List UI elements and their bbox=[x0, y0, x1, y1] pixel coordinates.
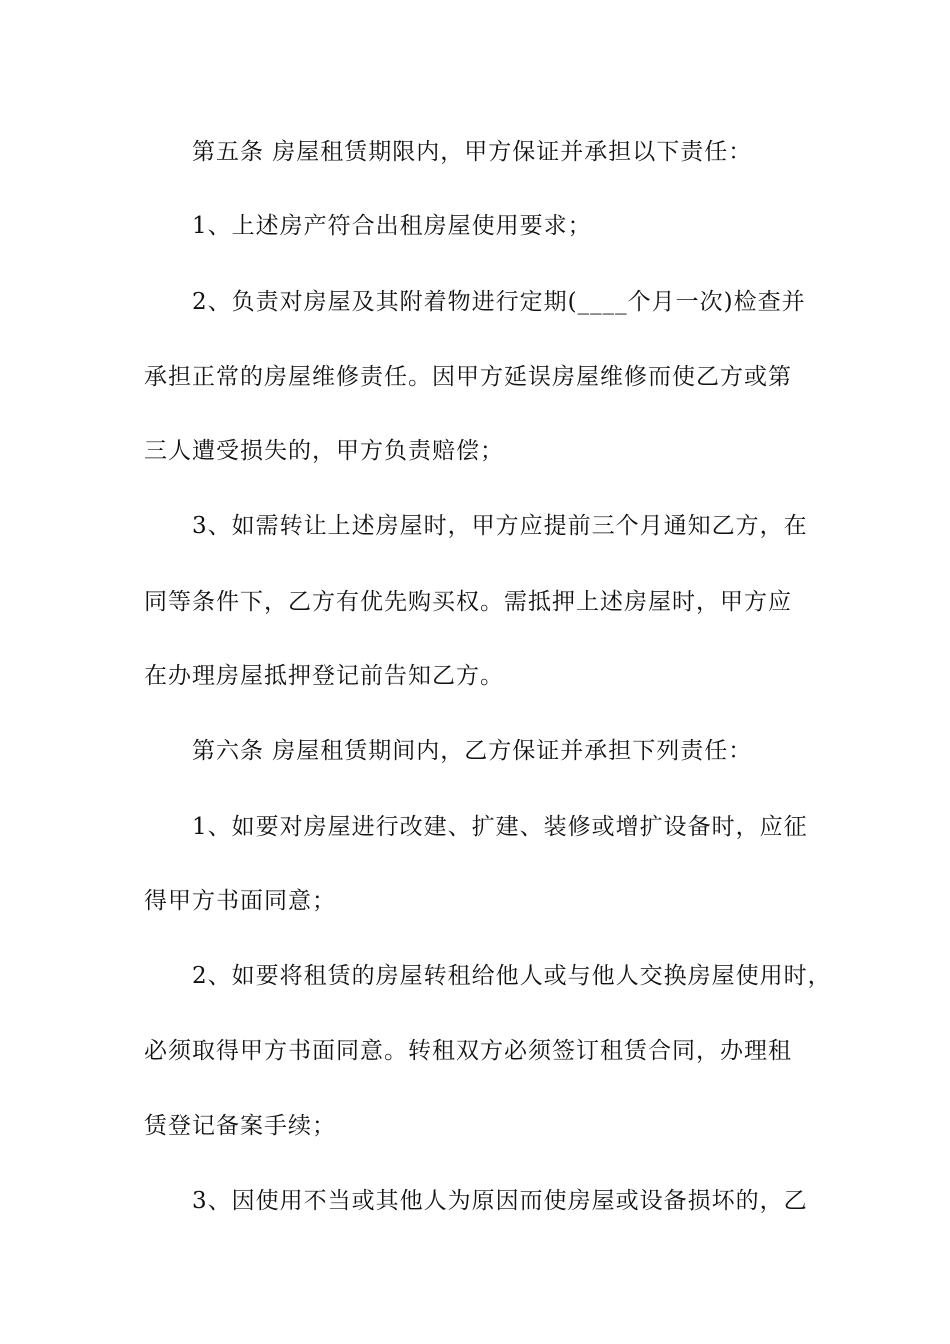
article-6-item-2-line-1: 2、如要将租赁的房屋转租给他人或与他人交换房屋使用时， bbox=[192, 963, 832, 989]
article-6-item-1-line-2: 得甲方书面同意； bbox=[144, 888, 336, 914]
article-5-item-3-line-3: 在办理房屋抵押登记前告知乙方。 bbox=[144, 663, 504, 689]
article-5-item-2-line-1: 2、负责对房屋及其附着物进行定期(____个月一次)检查并 bbox=[192, 289, 806, 315]
article-6-item-3-line-1: 3、因使用不当或其他人为原因而使房屋或设备损坏的，乙 bbox=[192, 1188, 808, 1214]
article-5-heading: 第五条 房屋租赁期限内，甲方保证并承担以下责任： bbox=[192, 139, 753, 165]
article-6-item-2-line-2: 必须取得甲方书面同意。转租双方必须签订租赁合同，办理租 bbox=[144, 1038, 792, 1064]
article-6-heading: 第六条 房屋租赁期间内，乙方保证并承担下列责任： bbox=[192, 738, 753, 764]
article-5-item-2-line-2: 承担正常的房屋维修责任。因甲方延误房屋维修而使乙方或第 bbox=[144, 364, 792, 390]
article-5-item-2-line-3: 三人遭受损失的，甲方负责赔偿； bbox=[144, 438, 504, 464]
article-5-item-1: 1、上述房产符合出租房屋使用要求； bbox=[192, 213, 592, 239]
article-5-item-3-line-2: 同等条件下，乙方有优先购买权。需抵押上述房屋时，甲方应 bbox=[144, 589, 792, 615]
article-5-item-3-line-1: 3、如需转让上述房屋时，甲方应提前三个月通知乙方，在 bbox=[192, 513, 808, 539]
article-6-item-2-line-3: 赁登记备案手续； bbox=[144, 1113, 336, 1139]
article-6-item-1-line-1: 1、如要对房屋进行改建、扩建、装修或增扩设备时，应征 bbox=[192, 814, 808, 840]
